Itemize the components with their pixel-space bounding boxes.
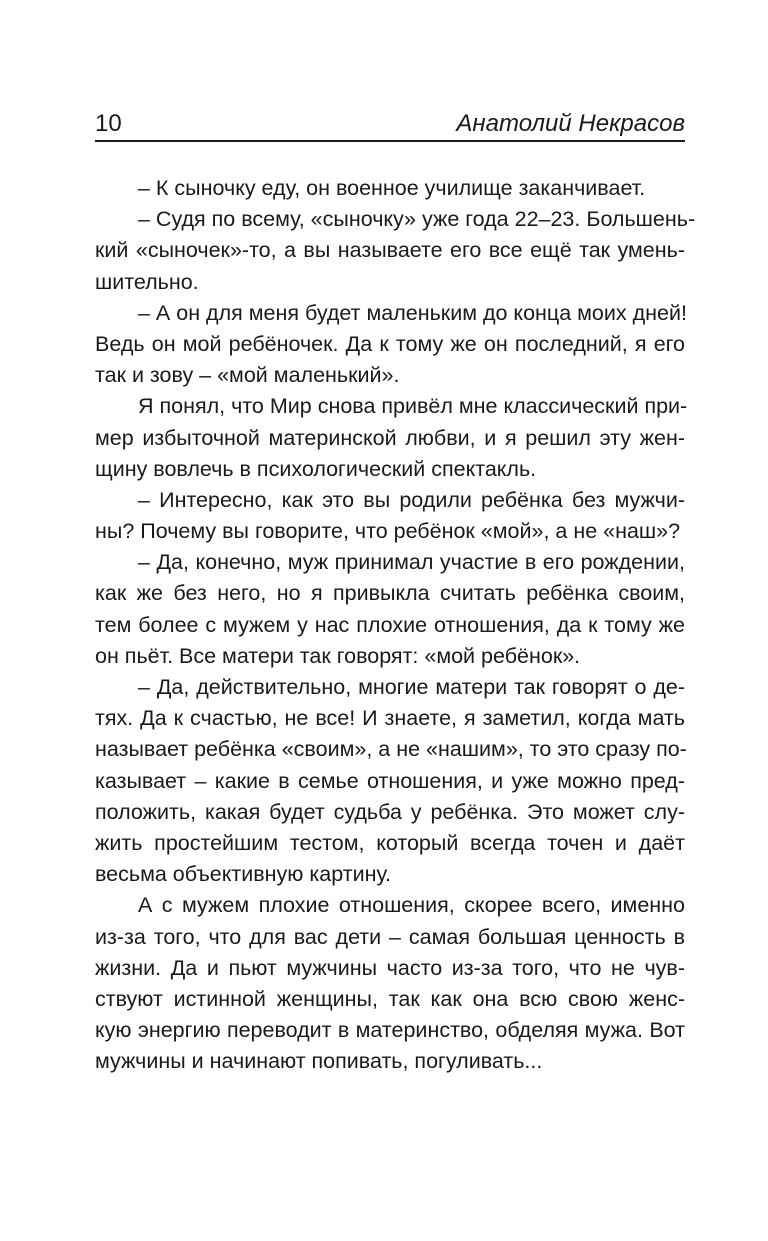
- text-line: Я понял, что Мир снова привёл мне классический при-: [138, 394, 688, 419]
- text-line: – Да, действительно, многие матери так говорят о де-: [138, 675, 685, 699]
- text-line: кую энергию переводит в материнство, обделяя мужа. Вот: [95, 1018, 685, 1043]
- text-line: жить простейшим тестом, который всегда точен и даёт: [95, 830, 685, 855]
- body-text: [95, 173, 696, 1077]
- text-line: тях. Да к счастью, не все! И знаете, я заметил, когда мать: [95, 706, 685, 731]
- text-line: ны? Почему вы говорите, что ребёнок «мой», а не «наш»?: [95, 519, 681, 544]
- text-line: жизни. Да и пьют мужчины часто из-за того, что не чув-: [95, 955, 685, 980]
- text-line: называет ребёнка «своим», а не «нашим», то это сразу по-: [95, 737, 687, 762]
- text-line: положить, какая будет судьба у ребёнка. Это может слу-: [95, 799, 685, 824]
- text-line: шительно.: [95, 269, 199, 294]
- text-line: ствуют истинной женщины, так как она всю свою женс-: [95, 986, 685, 1011]
- text-line: так и зову – «мой маленький».: [95, 363, 400, 388]
- text-line: – Судя по всему, «сыночку» уже года 22–23. Большень-: [138, 207, 696, 232]
- author-name: Анатолий Некрасов: [456, 110, 685, 137]
- text-line: из-за того, что для вас дети – самая большая ценность в: [95, 924, 685, 949]
- text-line: щину вовлечь в психологический спектакль.: [95, 456, 537, 481]
- text-line: кий «сыночек»-то, а вы называете его все ещё так умень-: [95, 238, 685, 263]
- text-line: казывает – какие в семье отношения, и уже можно пред-: [95, 768, 685, 793]
- text-line: мер избыточной материнской любви, и я решил эту жен-: [95, 425, 685, 450]
- running-head: [95, 0, 685, 142]
- text-line: тем более с мужем у нас плохие отношения, да к тому же: [95, 612, 685, 637]
- text-line: он пьёт. Все матери так говорят: «мой ребёнок».: [95, 643, 581, 668]
- text-line: – К сыночку еду, он военное училище заканчивает.: [138, 176, 646, 200]
- text-line: А с мужем плохие отношения, скорее всего, именно: [138, 893, 685, 918]
- text-line: – Интересно, как это вы родили ребёнка без мужчи-: [138, 487, 685, 512]
- book-page: [95, 0, 696, 1077]
- text-line: как же без него, но я привыкла считать ребёнка своим,: [95, 581, 685, 606]
- text-line: – А он для меня будет маленьким до конца моих дней!: [138, 300, 687, 325]
- text-line: – Да, конечно, муж принимал участие в его рождении,: [138, 550, 685, 575]
- text-line: мужчины и начинают попивать, погуливать...: [95, 1049, 543, 1074]
- text-line: весьма объективную картину.: [95, 862, 392, 887]
- text-line: Ведь он мой ребёночек. Да к тому же он последний, я его: [95, 331, 685, 356]
- page-number: 10: [95, 110, 122, 137]
